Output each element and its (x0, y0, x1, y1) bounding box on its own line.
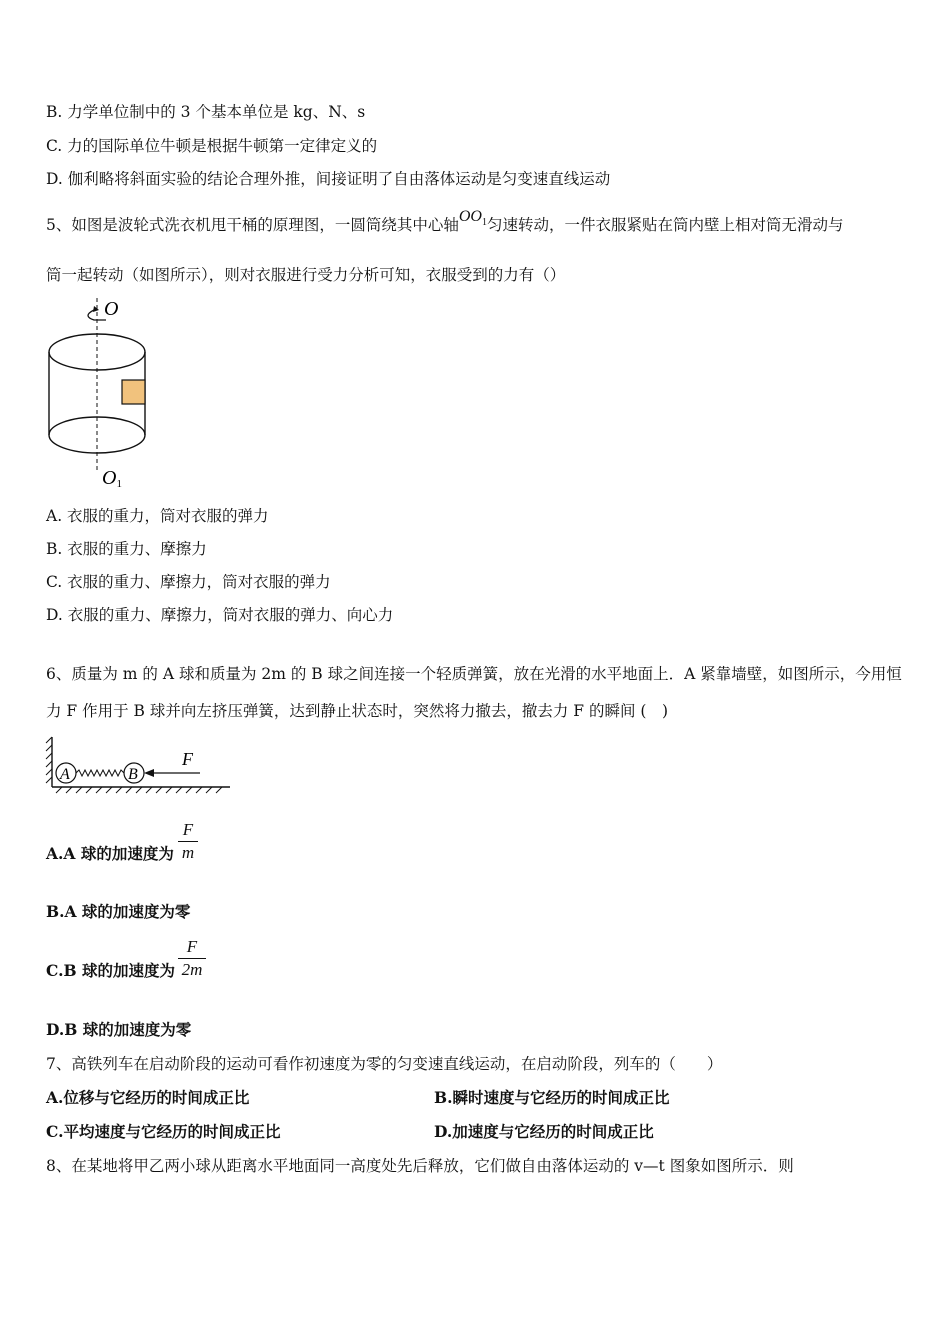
fraction-denominator: m (181, 843, 195, 862)
q7-option-a: A.位移与它经历的时间成正比 (46, 1088, 250, 1107)
washing-drum-figure (40, 292, 170, 492)
q6-option-a: A.A 球的加速度为 (46, 844, 174, 863)
q5-option-d: D. 衣服的重力、摩擦力，筒对衣服的弹力、向心力 (46, 606, 394, 624)
q5-axis-symbol: $OO_1$ (458, 208, 487, 229)
q5-stem-part1: 5、如图是波轮式洗衣机甩干桶的原理图，一圆筒绕其中心轴 (46, 216, 459, 234)
q6-option-b: B.A 球的加速度为零 (46, 902, 191, 921)
q6-stem-line2: 力 F 作用于 B 球并向左挤压弹簧，达到静止状态时，突然将力撤去，撤去力 F 的瞬间 ( ) (46, 702, 668, 720)
q8-stem: 8、在某地将甲乙两小球从距离水平地面同一高度处先后释放，它们做自由落体运动的 v—t 图象如图所示．则 (46, 1157, 794, 1175)
force-label: F (182, 749, 193, 769)
fraction-denominator: 2m (181, 960, 203, 979)
q4-option-c: C. 力的国际单位牛顿是根据牛顿第一定律定义的 (46, 137, 378, 155)
force-arrowhead (144, 769, 154, 777)
q7-option-b: B.瞬时速度与它经历的时间成正比 (434, 1088, 670, 1107)
q7-option-c: C.平均速度与它经历的时间成正比 (46, 1122, 281, 1141)
wall-hatching (46, 737, 52, 783)
q4-option-d: D. 伽利略将斜面实验的结论合理外推，间接证明了自由落体运动是匀变速直线运动 (46, 170, 611, 188)
clothing-block (122, 380, 145, 404)
fraction-numerator: F (186, 937, 198, 956)
q7-stem: 7、高铁列车在启动阶段的运动可看作初速度为零的匀变速直线运动，在启动阶段，列车的（ ） (46, 1055, 723, 1073)
figure-label-o-top: O (104, 298, 119, 320)
q6-option-d: D.B 球的加速度为零 (46, 1020, 192, 1039)
q5-stem-line2: 筒一起转动（如图所示），则对衣服进行受力分析可知，衣服受到的力有（） (46, 266, 566, 284)
ground-hatching (56, 787, 222, 793)
q5-option-a: A. 衣服的重力，筒对衣服的弹力 (46, 507, 269, 525)
ball-b-label: B (128, 766, 138, 783)
q6-stem-line1: 6、质量为 m 的 A 球和质量为 2m 的 B 球之间连接一个轻质弹簧，放在光滑的水平地面上．A 紧靠墙壁，如图所示，今用恒 (46, 665, 902, 683)
fraction-bar (178, 958, 206, 959)
q5-option-c: C. 衣服的重力、摩擦力，筒对衣服的弹力 (46, 573, 331, 591)
ball-a-label: A (60, 766, 70, 783)
rotation-arrowhead (93, 306, 99, 312)
figure-label-o1-bottom: O1 (102, 467, 122, 490)
q6-option-c: C.B 球的加速度为 (46, 961, 175, 980)
q6-option-a-fraction (178, 820, 198, 863)
q6-option-c-fraction (178, 937, 206, 980)
q4-option-b: B. 力学单位制中的 3 个基本单位是 kg、N、s (46, 103, 366, 121)
q7-option-d: D.加速度与它经历的时间成正比 (434, 1122, 654, 1141)
q5-stem-line1 (46, 208, 844, 242)
fraction-bar (178, 841, 198, 842)
spring-balls-figure (44, 735, 234, 795)
q5-option-b: B. 衣服的重力、摩擦力 (46, 540, 207, 558)
fraction-numerator: F (182, 820, 194, 839)
q5-stem-part2: 匀速转动，一件衣服紧贴在筒内壁上相对筒无滑动与 (486, 216, 844, 234)
spring (76, 770, 124, 776)
